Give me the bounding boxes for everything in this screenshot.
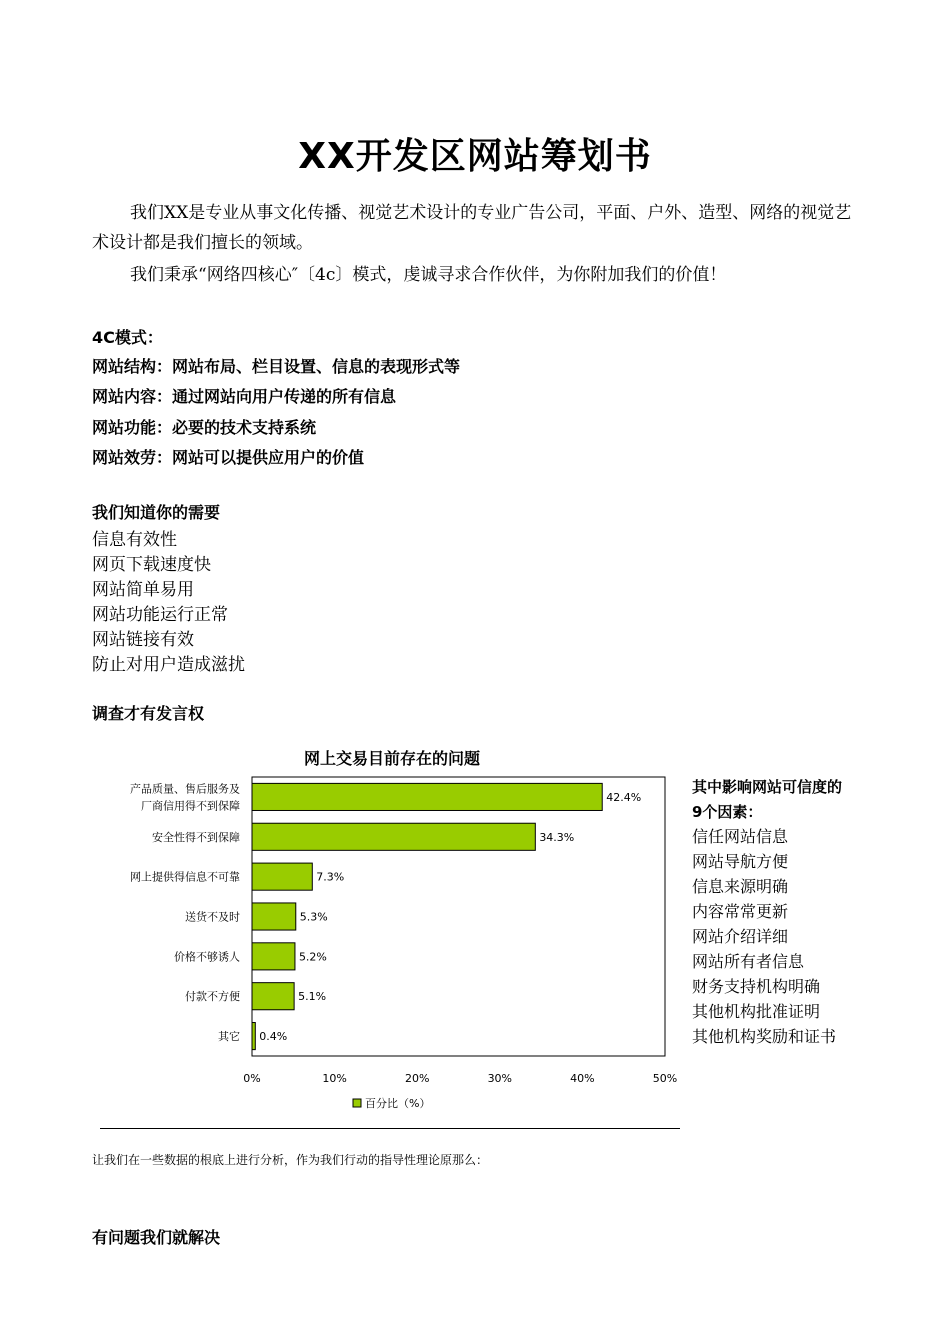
intro-paragraph-2: 我们秉承“网络四核心″〔4c〕模式，虔诚寻求合作伙伴，为你附加我们的价值！ [130, 265, 727, 285]
analysis-text: 让我们在一些数据的根底上进行分析，作为我们行动的指导性理论原那么： [92, 1153, 489, 1167]
trust-item: 其他机构批准证明 [692, 1002, 821, 1021]
category-label: 产品质量、售后服务及 [130, 782, 240, 796]
needs-item: 信息有效性 [92, 530, 177, 550]
bar [252, 903, 296, 930]
model-item: 网站结构：网站布局、栏目设置、信息的表现形式等 [92, 357, 461, 376]
x-tick-label: 50% [652, 1072, 678, 1085]
page-title: XX开发区网站筹划书 [298, 136, 652, 177]
trust-item: 内容常常更新 [692, 902, 789, 921]
needs-item: 防止对用户造成滋扰 [92, 655, 245, 675]
trust-item: 其他机构奖励和证书 [692, 1027, 837, 1046]
x-tick-label: 30% [487, 1072, 513, 1085]
data-label: 5.1% [298, 990, 327, 1004]
bar [252, 983, 294, 1010]
divider [100, 1128, 680, 1129]
x-tick-label: 20% [404, 1072, 430, 1085]
bar [252, 783, 602, 810]
model-item: 网站功能：必要的技术支持系统 [92, 418, 317, 437]
trust-item: 网站导航方便 [692, 852, 789, 871]
category-label: 网上提供得信息不可靠 [130, 870, 240, 884]
category-label: 其它 [218, 1030, 240, 1044]
trust-item: 信任网站信息 [692, 827, 789, 846]
category-label: 安全性得不到保障 [152, 830, 240, 844]
data-label: 42.4% [606, 790, 642, 804]
category-label: 价格不够诱人 [174, 950, 240, 964]
model-item: 网站效劳：网站可以提供应用户的价值 [92, 448, 365, 467]
category-label: 付款不方便 [185, 990, 240, 1004]
data-label: 0.4% [259, 1030, 288, 1044]
bar [252, 943, 295, 970]
trust-heading-line-2: 9个因素： [692, 803, 763, 821]
x-tick-label: 40% [570, 1072, 595, 1085]
data-label: 5.3% [299, 910, 328, 924]
category-label: 送货不及时 [185, 910, 240, 924]
trust-item: 网站所有者信息 [692, 952, 805, 971]
data-label: 7.3% [316, 870, 345, 884]
needs-item: 网站简单易用 [92, 580, 194, 600]
trust-heading-line-1: 其中影响网站可信度的 [692, 778, 843, 796]
data-label: 5.2% [298, 950, 327, 964]
trust-item: 财务支持机构明确 [692, 977, 821, 996]
x-tick-label: 0% [243, 1072, 261, 1085]
solve-heading: 有问题我们就解决 [92, 1228, 221, 1247]
model-heading: 4C模式： [92, 328, 163, 347]
trust-item: 网站介绍详细 [692, 927, 789, 946]
x-tick-label: 10% [322, 1072, 347, 1085]
needs-heading: 我们知道你的需要 [92, 503, 221, 522]
legend-label: 百分比（%） [365, 1097, 431, 1110]
needs-item: 网站链接有效 [92, 630, 194, 650]
intro-paragraph-1: 我们XX是专业从事文化传播、视觉艺术设计的专业广告公司，平面、户外、造型、网络的视觉艺术设计都是我们擅长的领域。 [92, 203, 852, 253]
model-item: 网站内容：通过网站向用户传递的所有信息 [92, 387, 397, 406]
trust-item: 信息来源明确 [692, 877, 789, 896]
needs-item: 网页下载速度快 [92, 555, 211, 575]
bar [252, 823, 535, 850]
bar [252, 1023, 255, 1050]
legend-swatch [353, 1099, 361, 1107]
chart-title: 网上交易目前存在的问题 [303, 749, 481, 768]
bar-chart [95, 740, 685, 1125]
category-label: 厂商信用得不到保障 [141, 799, 240, 813]
bar [252, 863, 312, 890]
needs-item: 网站功能运行正常 [92, 605, 228, 625]
data-label: 34.3% [539, 830, 575, 844]
survey-heading: 调查才有发言权 [92, 704, 205, 723]
